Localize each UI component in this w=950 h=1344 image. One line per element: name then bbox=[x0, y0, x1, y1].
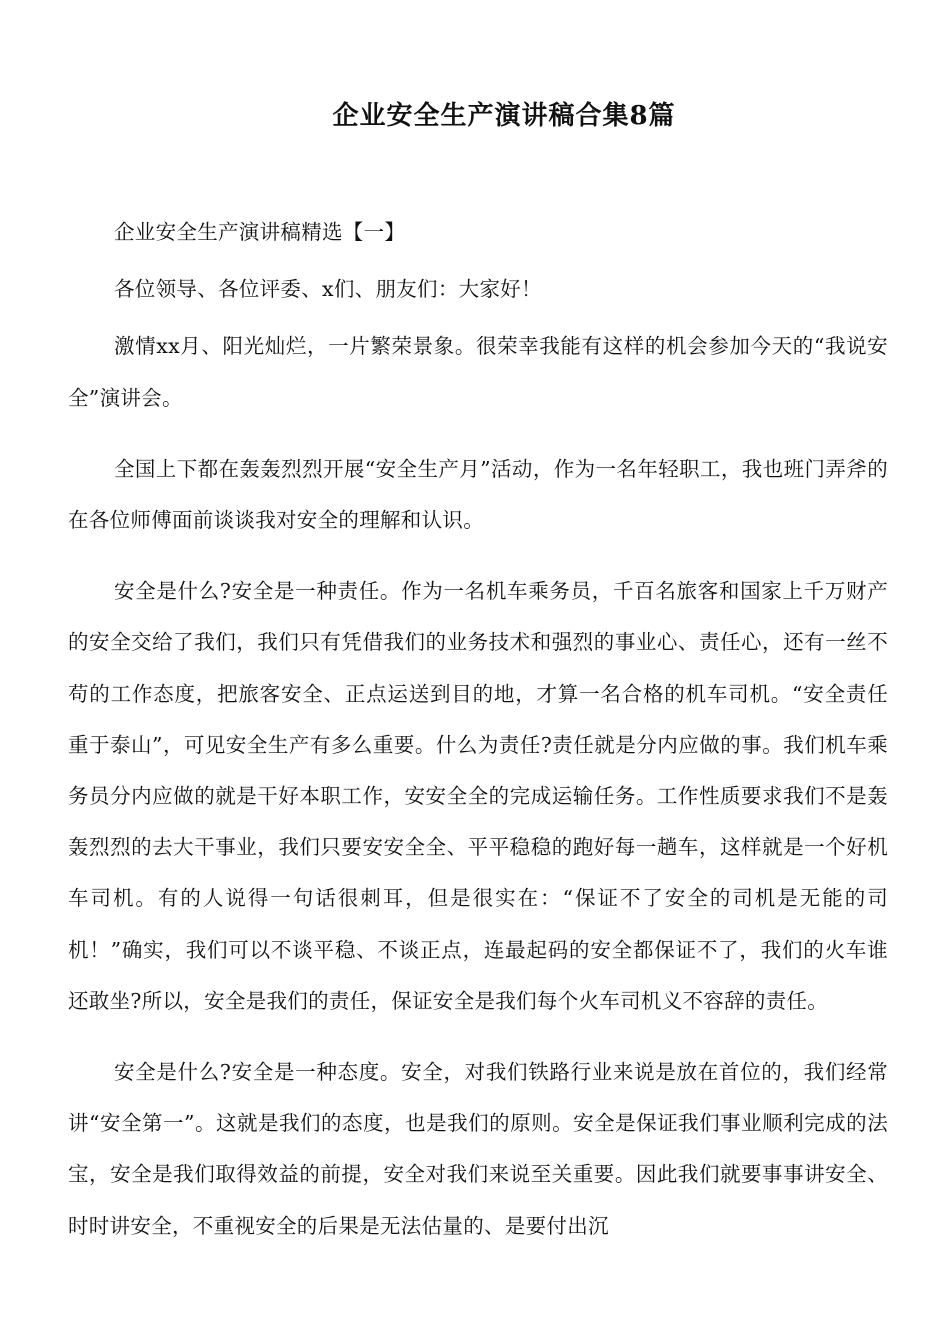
paragraph: 激情xx月、阳光灿烂，一片繁荣景象。很荣幸我能有这样的机会参加今天的“我说安全”演讲会。 bbox=[68, 334, 888, 410]
paragraph: 全国上下都在轰轰烈烈开展“安全生产月”活动，作为一名年轻职工，我也班门弄斧的在各位师傅面前谈谈我对安全的理解和认识。 bbox=[68, 456, 888, 533]
document-title: 企业安全生产演讲稿合集8篇 bbox=[332, 101, 676, 131]
section-heading: 企业安全生产演讲稿精选【一】 bbox=[114, 220, 406, 244]
document-body bbox=[68, 207, 888, 1272]
paragraph: 安全是什么?安全是一种态度。安全，对我们铁路行业来说是放在首位的，我们经常讲“安全第一”。这就是我们的态度，也是我们的原则。安全是保证我们事业顺利完成的法宝，安全是我们取得效益的前提，安全对我们来说至关重要。因此我们就要事事讲安全、时时讲安全，不重视安全的后果是无法估量的、是要付出沉 bbox=[68, 1060, 888, 1238]
paragraph: 安全是什么?安全是一种责任。作为一名机车乘务员，千百名旅客和国家上千万财产的安全交给了我们，我们只有凭借我们的业务技术和强烈的事业心、责任心，还有一丝不苟的工作态度，把旅客安全、正点运送到目的地，才算一名合格的机车司机。“安全责任重于泰山”，可见安全生产有多么重要。什么为责任?责任就是分内应做的事。我们机车乘务员分内应做的就是干好本职工作，安安全全的完成运输任务。工作性质要求我们不是轰轰烈烈的去大干事业，我们只要安安全全、平平稳稳的跑好每一趟车，这样就是一个好机车司机。有的人说得一句话很刺耳，但是很实在：“保证不了安全的司机是无能的司机！”确实，我们可以不谈平稳、不谈正点，连最起码的安全都保证不了，我们的火车谁还敢坐?所以，安全是我们的责任，保证安全是我们每个火车司机义不容辞的责任。 bbox=[68, 579, 888, 1013]
greeting-paragraph: 各位领导、各位评委、x们、朋友们：大家好！ bbox=[114, 277, 542, 302]
